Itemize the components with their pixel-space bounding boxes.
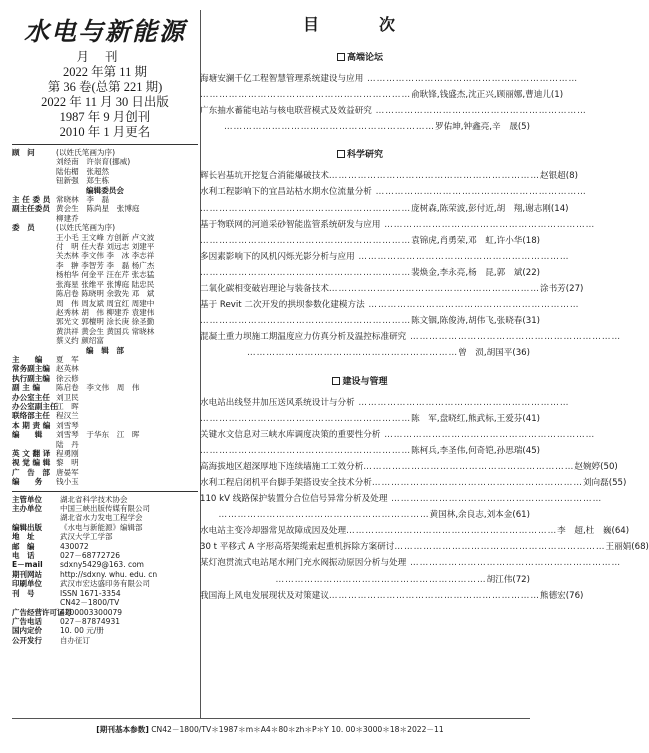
leader-dots: ………………………………………………………… — [200, 203, 412, 214]
entry-title: 高海拔地区超深厚地下连续墙施工工效分析 — [200, 461, 364, 472]
entry-authors-line — [200, 233, 541, 249]
entry-authors: 刘向磊(55) — [582, 477, 627, 488]
entry-authors: 胡江伟(72) — [486, 574, 530, 585]
toc-entry[interactable] — [190, 329, 622, 361]
volume-number: 第 36 卷(总第 221 期) — [47, 80, 163, 94]
toc-list — [190, 50, 649, 604]
entry-title: 110 kV 线路保护装置分合位信号异常分析及处理 — [200, 494, 388, 505]
renamed-date: 2010 年 1 月更名 — [59, 125, 151, 139]
toc-entry[interactable] — [190, 588, 584, 604]
divider — [12, 491, 198, 492]
sponsor-role: 刊 号 — [12, 588, 35, 598]
founded-date: 1987 年 9 月创刊 — [59, 110, 151, 124]
sponsor-role: 电 话 — [12, 551, 35, 561]
roster-names: 赵英林 — [56, 364, 79, 374]
leader-dots: ………………………………………………………… — [328, 171, 540, 182]
entry-authors-line — [200, 313, 541, 329]
roster-row — [12, 449, 198, 458]
sponsor-role: 地 址 — [12, 532, 35, 542]
leader-dots: ………………………………………………………… — [328, 590, 540, 601]
sponsor-value: 430072 — [60, 541, 89, 551]
sponsor-row — [12, 570, 198, 579]
toc-entry[interactable] — [190, 491, 603, 523]
leader-dots: ………………………………………………………… — [363, 74, 579, 84]
sponsor-row — [12, 495, 198, 504]
roster-role: 视 觉 编 辑 — [12, 458, 51, 468]
entry-title: 广东抽水蓄能电站与核电联营模式及效益研究 — [200, 106, 372, 117]
roster-row — [12, 374, 198, 383]
entry-authors: 陈文铟,陈俊涛,胡伟飞,张晓春(31) — [411, 316, 541, 327]
roster-role: 主 任 委 员 — [12, 195, 51, 205]
roster-role: 广 告 部 — [12, 467, 50, 477]
section-box-icon — [337, 150, 345, 158]
toc-entry[interactable] — [190, 427, 596, 459]
entry-authors: 袁锦虎,肖勇荣,邓 虹,许小华(18) — [411, 235, 541, 246]
roster-role: 顾 问 — [12, 148, 35, 157]
entry-authors: 陈 军,盘晓红,熊武标,王爱芬(41) — [411, 413, 541, 424]
sponsor-value: 自办征订 — [60, 635, 90, 645]
sponsor-row — [12, 551, 198, 560]
roster-row — [12, 393, 198, 402]
entry-authors: 罗佑坤,钟鑫亮,辛 晟(5) — [435, 122, 530, 133]
entry-title-line — [200, 555, 622, 571]
leader-dots: ………………………………………………………… — [387, 494, 603, 505]
entry-authors: 庞树森,陈荣波,彭付近,胡 翔,谢志刚(14) — [411, 203, 569, 214]
entry-title-line — [200, 475, 627, 491]
leader-dots: ………………………………………………………… — [200, 413, 412, 424]
toc-entry[interactable] — [190, 555, 622, 587]
roster-row — [12, 364, 198, 373]
roster-role: 本 期 责 编 — [12, 420, 51, 430]
leader-dots: ………………………………………………………… — [394, 542, 606, 553]
entry-authors: 熊德宏(76) — [539, 590, 584, 601]
entry-authors: 赵银超(8) — [539, 171, 578, 182]
entry-title: 30 t 平移式 A 字形高塔架缆索起重机拆除方案研讨 — [200, 542, 395, 553]
roster-names: 陈启卷 李文伟 周 伟 — [56, 383, 140, 393]
roster-names: 刘雪琴 — [56, 420, 79, 430]
roster-role: 副 主 编 — [12, 383, 41, 393]
toc-entry[interactable] — [190, 168, 578, 184]
masthead-column — [12, 8, 198, 645]
toc-entry[interactable] — [190, 475, 627, 491]
roster-row — [12, 411, 198, 420]
leader-dots: ………………………………………………………… — [406, 332, 622, 343]
sponsor-role: 公开发行 — [12, 635, 42, 645]
roster-role: 常务副主编 — [12, 364, 50, 374]
publish-date: 2022 年 11 月 30 日出版 — [41, 95, 169, 109]
entry-title-line — [200, 588, 584, 604]
sponsor-value: http://sdxny. whu. edu. cn — [60, 569, 158, 579]
entry-title-line — [200, 459, 618, 475]
leader-dots: ………………………………………………………… — [406, 558, 622, 569]
entry-authors-line — [200, 201, 569, 217]
roster-role: 编 辑 — [12, 430, 43, 440]
entry-title: 水利工程影响下的宜昌站枯水期水位流量分析 — [200, 187, 372, 198]
leader-dots: ………………………………………………………… — [371, 477, 583, 488]
roster-row — [12, 458, 198, 467]
sponsor-role: 邮 编 — [12, 541, 35, 551]
leader-dots: ………………………………………………………… — [380, 429, 596, 440]
leader-dots: ………………………………………………………… — [346, 526, 558, 537]
sponsor-value: ISSN 1671-3354 CN42－1800/TV — [60, 588, 121, 608]
entry-title: 关键水文信息对三峡水库调度决策的重要性分析 — [200, 429, 381, 440]
roster-role: 办公室主任 — [12, 392, 50, 402]
entry-title-line — [200, 249, 570, 265]
entry-authors: 黄国林,余良志,刘本金(61) — [429, 510, 530, 521]
roster-names: 钱小玉 — [56, 477, 79, 487]
sponsor-row — [12, 542, 198, 551]
roster-role: 主 编 — [12, 354, 43, 364]
publication-frequency: 月刊 — [76, 50, 134, 64]
entry-authors-line — [200, 443, 541, 459]
entry-title-line — [200, 523, 630, 539]
entry-title: 水电站主变冷却器常见故障成因及处理 — [200, 526, 347, 537]
roster-role: 联络部主任 — [12, 411, 50, 421]
entry-authors-line — [200, 265, 541, 281]
roster-names: 徐云修 — [56, 373, 79, 383]
roster-role: 执行副主编 — [12, 373, 50, 383]
sponsor-role: 广告经营许可证号 — [12, 607, 72, 617]
toc-entry[interactable] — [190, 523, 630, 539]
roster-row — [12, 355, 198, 364]
entry-authors-line — [200, 507, 530, 523]
roster-names: (以姓氏笔画为序) 刘经南 许崇育(挪威) 陆佑楣 张超然 钮新强 郑生栋 — [56, 148, 131, 186]
sponsor-value: 《水电与新能源》编辑部 — [60, 522, 143, 532]
leader-dots: ………………………………………………………… — [200, 90, 412, 101]
leader-dots: ………………………………………………………… — [354, 397, 570, 408]
leader-dots: ………………………………………………………… — [200, 267, 412, 278]
leader-dots: ………………………………………………………… — [200, 316, 412, 327]
journal-parameters — [0, 724, 540, 735]
section-name: 高端论坛 — [346, 53, 383, 63]
roster-names: 刘卫民 — [56, 392, 79, 402]
toc-entry[interactable] — [190, 539, 649, 555]
sponsor-row — [12, 617, 198, 626]
entry-title: 某灯泡贯流式电站尾水闸门充水阀振动原因分析与处理 — [200, 558, 407, 569]
editorial-roster — [12, 148, 198, 487]
sponsor-row — [12, 523, 198, 532]
sponsor-row — [12, 504, 198, 523]
sponsor-role: 主办单位 — [12, 504, 42, 514]
sponsor-value: 10. 00 元/册 — [60, 626, 104, 636]
roster-names: 唐晏军 — [56, 467, 79, 477]
entry-title-line — [200, 539, 649, 555]
sponsor-value: 027－68772726 — [60, 551, 120, 561]
toc-entry[interactable] — [190, 281, 584, 297]
section-box-icon — [337, 53, 345, 61]
leader-dots: ………………………………………………………… — [218, 510, 430, 521]
leader-dots: ………………………………………………………… — [363, 461, 575, 472]
entry-authors-line — [200, 87, 564, 103]
roster-row — [12, 468, 198, 477]
toc-entry[interactable] — [190, 217, 596, 249]
entry-authors: 俞耿锋,钱盛杰,沈正兴,顾丽娜,曹迪儿(1) — [411, 90, 564, 101]
roster-names: 江 晖 — [56, 401, 79, 411]
leader-dots: ………………………………………………………… — [364, 300, 580, 311]
parameters-label: [期刊基本参数] — [96, 725, 149, 734]
roster-row — [12, 148, 198, 186]
sponsor-value: 湖北省科学技术协会 — [60, 494, 128, 504]
roster-names: 黎 明 — [56, 458, 79, 468]
roster-row — [12, 421, 198, 430]
roster-row — [12, 223, 198, 345]
toc-column — [190, 0, 649, 604]
divider — [12, 144, 198, 145]
sponsor-role: 编辑出版 — [12, 522, 42, 532]
roster-names: 常晓林 李 磊 — [56, 195, 110, 205]
sponsor-value: 027－87874931 — [60, 616, 120, 626]
entry-title-line — [200, 395, 570, 411]
entry-title-line — [200, 103, 587, 119]
sponsor-value: 中国三峡出版传媒有限公司 湖北省水力发电工程学会 — [60, 504, 150, 523]
sponsor-role: 期刊网站 — [12, 569, 42, 579]
entry-authors: 裴焕金,李永亮,杨 昆,郭 斌(22) — [411, 267, 541, 278]
entry-authors: 王丽娟(68) — [605, 542, 649, 553]
entry-authors: 曾 涢,胡国平(36) — [458, 348, 530, 359]
roster-names: 黄会生 陈尚星 张博庭 柳建乔 — [56, 204, 140, 223]
entry-title-line — [200, 71, 579, 87]
section-box-icon — [332, 377, 340, 385]
entry-title: 辉长岩基坑开挖复合消能爆破技术 — [200, 171, 329, 182]
roster-heading: 编辑委员会 — [86, 185, 124, 195]
entry-title-line — [200, 491, 603, 507]
sponsor-row — [12, 532, 198, 541]
sponsor-row — [12, 626, 198, 635]
leader-dots: ………………………………………………………… — [200, 445, 412, 456]
section-name: 建设与管理 — [342, 376, 388, 387]
entry-title-line — [200, 217, 596, 233]
sponsor-role: E－mail — [12, 560, 43, 570]
roster-role: 编 务 — [12, 477, 43, 487]
toc-entry[interactable] — [190, 71, 579, 103]
entry-title-line — [200, 329, 622, 345]
toc-entry[interactable] — [190, 395, 570, 427]
sponsor-row — [12, 579, 198, 588]
toc-entry[interactable] — [190, 459, 618, 475]
roster-row — [12, 430, 198, 449]
footer-divider — [12, 718, 530, 719]
roster-row — [12, 477, 198, 486]
roster-role: 办公室副主任 — [12, 401, 58, 411]
leader-dots: ………………………………………………………… — [380, 219, 596, 230]
parameters-value: CN42－1800/TV＊1987＊m＊A4＊80＊zh＊P＊Y 10. 00＊3000＊18＊2022－11 — [151, 725, 444, 734]
sponsor-value: 4200003300079 — [60, 607, 123, 617]
entry-title: 基于 Revit 二次开发的拱坝参数化建模方法 — [200, 300, 365, 311]
toc-section-heading — [190, 374, 530, 387]
roster-names: 刘雪琴 于华东 江 晖 陆 丹 — [56, 430, 140, 449]
roster-row — [12, 383, 198, 392]
entry-title: 水利工程启闭机平台脚手架搭设安全技术分析 — [200, 477, 372, 488]
entry-title-line — [200, 297, 580, 313]
entry-title: 海塘安澜千亿工程智慧管理系统建设与应用 — [200, 74, 364, 84]
roster-role: 委 员 — [12, 223, 35, 233]
journal-masthead: 水电与新能源 — [23, 17, 186, 46]
sponsor-info — [12, 495, 198, 646]
sponsor-role: 广告电话 — [12, 616, 42, 626]
entry-title: 多因素影响下的风机闪烁光影分析与应用 — [200, 251, 355, 262]
roster-row — [12, 204, 198, 223]
leader-dots: ………………………………………………………… — [223, 122, 436, 133]
entry-authors-line — [200, 119, 530, 135]
sponsor-value: sdxny5429@163. com — [60, 560, 144, 570]
roster-names: 程勇刚 — [56, 449, 79, 458]
roster-heading: 编 辑 部 — [86, 345, 124, 355]
roster-row — [12, 402, 198, 411]
roster-role: 副主任委员 — [12, 204, 50, 214]
roster-names: (以姓氏笔画为序) 王小毛 王文峰 方创新 卢文波 付 明 任大春 刘远志 刘建平 关杰林 李文伟 李 冰 李志祥 李 翀 李智芳 李 磊 杨广杰 杨柏华 何金平 汪在芹 张志猛 张海星 张维平 张博庭 陆忠民 陈启卷 陈晓明 余敦先 邓 斌 周 伟 周友斌 周宜红 周建中 赵秀林 胡 伟 柳建乔 袁建伟 郭光文 郭檀明 涂长庚 徐圣勤 黄洪祥 黄会生 黄国兵 常晓林 蔡义约 颜绍富 — [56, 223, 155, 346]
leader-dots: ………………………………………………………… — [275, 574, 487, 585]
entry-title-line — [200, 184, 587, 200]
sponsor-role: 国内定价 — [12, 626, 42, 636]
leader-dots: ………………………………………………………… — [371, 187, 587, 198]
entry-title: 我国海上风电发展现状及对策建议 — [200, 590, 329, 601]
entry-authors: 涂书芳(27) — [539, 284, 584, 295]
entry-title-line — [200, 427, 596, 443]
issue-number: 2022 年第 11 期 — [63, 65, 147, 79]
sponsor-value: 武汉大学工学部 — [60, 532, 113, 542]
toc-title: 目 次 — [302, 15, 417, 34]
sponsor-row — [12, 636, 198, 645]
entry-authors-line — [200, 572, 530, 588]
sponsor-row — [12, 560, 198, 569]
entry-title-line — [200, 281, 584, 297]
toc-section-heading — [190, 50, 530, 63]
entry-authors-line — [200, 345, 530, 361]
sponsor-row — [12, 589, 198, 608]
entry-title-line — [200, 168, 578, 184]
entry-authors: 赵婉婷(50) — [574, 461, 618, 472]
entry-authors: 李 超,杜 巍(64) — [557, 526, 630, 537]
roster-role: 英 文 翻 译 — [12, 449, 51, 458]
leader-dots: ………………………………………………………… — [247, 348, 459, 359]
sponsor-value: 武汉市宏达盛印务有限公司 — [60, 579, 150, 589]
roster-names: 夏 军 — [56, 354, 79, 364]
toc-section-heading — [190, 147, 530, 160]
sponsor-row — [12, 608, 198, 617]
toc-entry[interactable] — [190, 297, 580, 329]
leader-dots: ………………………………………………………… — [328, 284, 540, 295]
entry-title: 基于物联网的河道采砂智能监管系统研发与应用 — [200, 219, 381, 230]
sponsor-role: 主管单位 — [12, 494, 42, 504]
leader-dots: ………………………………………………………… — [354, 251, 570, 262]
roster-names: 程汉兰 — [56, 411, 79, 421]
section-name: 科学研究 — [346, 150, 383, 161]
entry-title: 二氧化碳相变破岩理论与装备技术 — [200, 284, 329, 295]
publication-info — [12, 50, 198, 140]
leader-dots: ………………………………………………………… — [371, 106, 587, 117]
toc-entry[interactable] — [190, 184, 587, 216]
toc-entry[interactable] — [190, 103, 587, 135]
leader-dots: ………………………………………………………… — [200, 235, 412, 246]
toc-entry[interactable] — [190, 249, 570, 281]
entry-authors-line — [200, 411, 541, 427]
entry-authors: 陈柯兵,李圣伟,何奇铠,孙思瑞(45) — [411, 445, 541, 456]
sponsor-role: 印刷单位 — [12, 579, 42, 589]
entry-title: 水电站出线竖井加压送风系统设计与分析 — [200, 397, 355, 408]
entry-title: 混凝土重力坝施工期温度应力仿真分析及温控标准研究 — [200, 332, 407, 343]
